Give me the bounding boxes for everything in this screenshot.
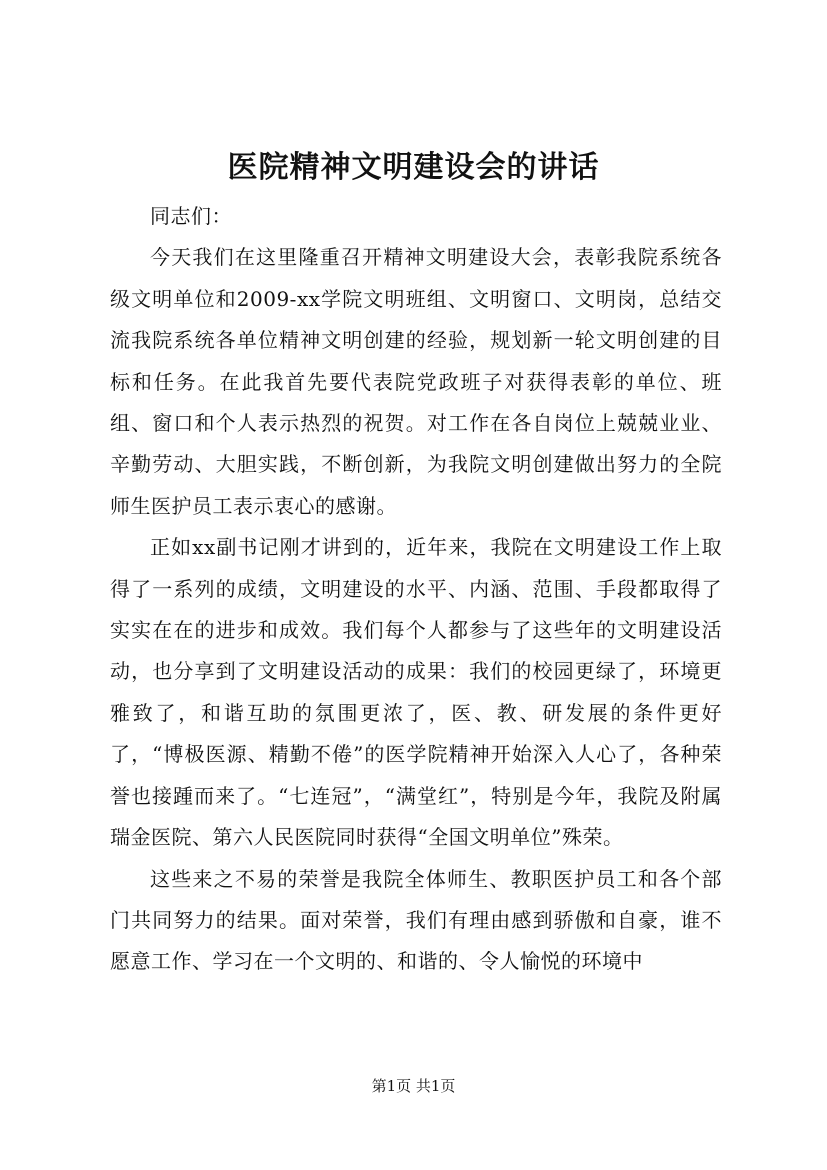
document-title: 医院精神文明建设会的讲话 <box>227 150 600 185</box>
paragraph-2: 正如xx副书记刚才讲到的，近年来，我院在文明建设工作上取得了一系列的成绩，文明建设的水平、内涵、范围、手段都取得了实实在在的进步和成效。我们每个人都参与了这些年的文明建设活动，也分享到了文明建设活动的成果：我们的校园更绿了，环境更雅致了，和谐互助的氛围更浓了，医、教、研发展的条件更好了，“博极医源、精勤不倦”的医学院精神开始深入人心了，各种荣誉也接踵而来了。“七连冠”，“满堂红”，特别是今年，我院及附属瑞金医院、第六人民医院同时获得“全国文明单位”殊荣。 <box>110 535 722 850</box>
salutation: 同志们： <box>150 204 232 228</box>
document-body <box>110 196 722 983</box>
page-number-footer: 第1页 共1页 <box>371 1077 456 1095</box>
paragraph-3: 这些来之不易的荣誉是我院全体师生、教职医护员工和各个部门共同努力的结果。面对荣誉，我们有理由感到骄傲和自豪，谁不愿意工作、学习在一个文明的、和谐的、令人愉悦的环境中 <box>110 866 722 974</box>
paragraph-1: 今天我们在这里隆重召开精神文明建设大会，表彰我院系统各级文明单位和2009-xx学院文明班组、文明窗口、文明岗，总结交流我院系统各单位精神文明创建的经验，规划新一轮文明创建的目标和任务。在此我首先要代表院党政班子对获得表彰的单位、班组、窗口和个人表示热烈的祝贺。对工作在各自岗位上兢兢业业、辛勤劳动、大胆实践，不断创新，为我院文明创建做出努力的全院师生医护员工表示衷心的感谢。 <box>110 245 722 518</box>
